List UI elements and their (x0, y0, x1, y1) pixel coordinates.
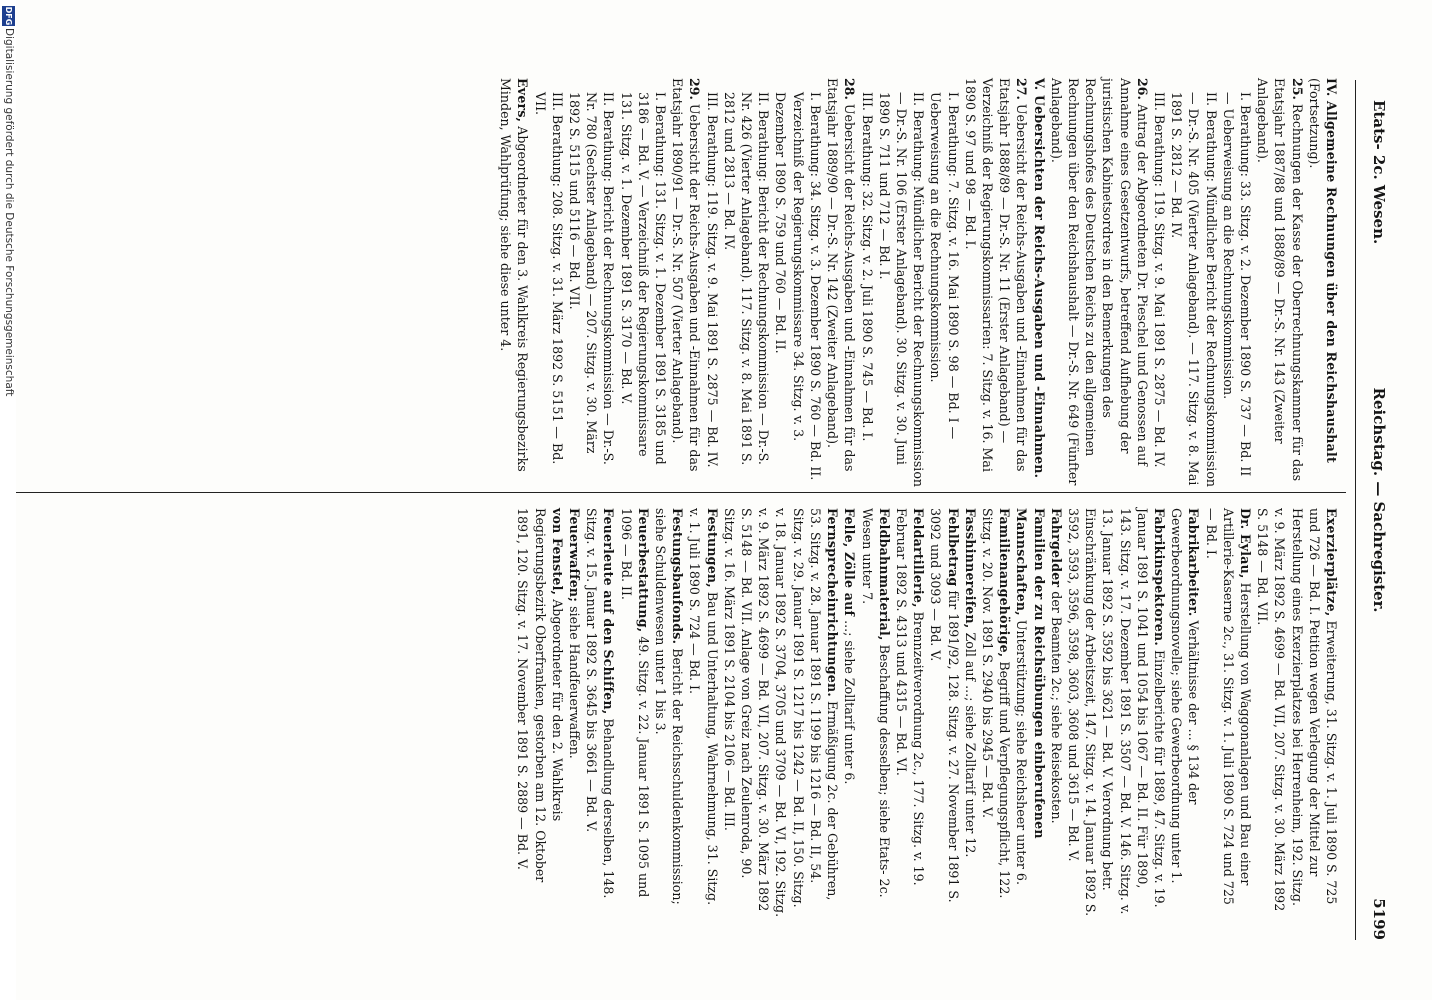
right-entry (927, 508, 961, 918)
entry-number: 27. (1014, 78, 1030, 100)
header-rule (1355, 80, 1356, 940)
left-entry (1306, 78, 1340, 488)
entry-text: Abgeordneter für den 2. Wahlkreis Regierungsbezirk Oberfranken, gestorben am 12. Oktober 1891, 120. Sitzg. v. 17. November 1891 S. 2889 — Bd. V. (515, 508, 565, 883)
entry-text: III. Berathung: 32. Sitzg. v. 2. Juli 1890 S. 745 — Bd. I. (859, 92, 875, 442)
entry-heading: Feldartillerie, (911, 508, 927, 608)
entry-text: I. Berathung: 131. Sitzg. v. 1. Dezember 1891 S. 3185 und 3186 — Bd. V. — Verzeichniß der Regierungskommissare 131. Sitzg. v. 1. Dezember 1891 S. 3170 — Bd. V. (618, 92, 669, 465)
left-entry (669, 78, 703, 488)
entry-heading: Fehlbetrag (945, 508, 961, 587)
entry-number: 25. (1289, 78, 1305, 100)
left-entry (566, 78, 618, 488)
left-entry (876, 78, 928, 488)
left-entry (721, 78, 773, 488)
right-entry (858, 508, 892, 918)
left-entry (1254, 78, 1306, 488)
entry-text: der Beamten 2c.; siehe Reisekosten. (1048, 591, 1064, 824)
left-entry (824, 78, 858, 488)
entry-text: II. Berathung: Mündlicher Bericht der Rechnungskommission — Dr.-S. Nr. 106 (Erster Anlageband). 30. Sitzg. v. 30. Juni 1890 S. 711 und 712 — Bd. I. (876, 92, 927, 488)
running-head-center: Reichstag. — Sachregister. (1370, 387, 1388, 613)
right-entry (841, 508, 858, 918)
right-entry (1048, 508, 1065, 918)
right-entry (721, 508, 841, 918)
entry-text: I. Berathung: 34. Sitzg. v. 3. Dezember 1890 S. 760 — Bd. II. Verzeichniß der Regierungskommissare 34. Sitzg. v. 3. Dezember 1890 S. 759 und 760 — Bd. II. (773, 92, 823, 481)
entry-heading: Feuerbestattung, (635, 508, 651, 633)
entry-heading: Fabrikinspektoren. (1151, 508, 1167, 646)
entry-text: II. Berathung: Mündlicher Bericht der Rechnungskommission — Dr.-S. Nr. 405 (Vierter Anlageband). — 117. Sitzg. v. 8. Mai 1891 S. 2812 — Bd. IV. (1169, 92, 1219, 488)
entry-text: siehe Handfeuerwaffen. (567, 606, 583, 759)
entry-text: Uebersicht der Reichs-Ausgaben und -Einnahmen für das Etatsjahr 1888/89 — Dr.-S. Nr. 11 (Erster Anlageband) — Verzeichniß der Regierungskommissarien: 7. Sitzg. v. 16. Mai 1890 S. 97 und 98 — Bd. I. (962, 78, 1030, 472)
left-entry (1168, 78, 1220, 488)
entry-text: Uebersicht der Reichs-Ausgaben und -Einnahmen für das Etatsjahr 1889/90 — Dr.-S. Nr. 142 (Zweiter Anlageband). (825, 78, 858, 472)
entry-number: 29. (687, 78, 703, 100)
right-entry (979, 508, 1013, 918)
left-entry (617, 78, 669, 488)
entry-heading: Familienangehörige, (997, 508, 1013, 658)
entry-heading: Evers, (515, 78, 531, 123)
entry-number: 26. (1134, 78, 1150, 100)
right-entry (1168, 508, 1202, 918)
left-entry (1220, 78, 1254, 488)
entry-text: II. Berathung: Bericht der Rechnungskommission — Dr.-S. Nr. 426 (Vierter Anlageband). 117. Sitzg. v. 8. Mai 1891 S. 2812 und 2813 — Bd. IV. (721, 92, 772, 466)
entry-text: (Fortsetzung). (1306, 78, 1322, 169)
left-entry (531, 78, 565, 488)
entry-text: Erweiterung, 31. Sitzg. v. 1. Juli 1890 S. 725 und 726 — Bd. I. Petition wegen Verlegung der Mittel zur Herstellung eines Exerzierplatzes bei Herrenheim, 192. Sitzg. v. 9. März 1892 S. 4699 — Bd. VII, 207. Sitzg. v. 30. März 1892 S. 5148 — Bd. VII. (1255, 508, 1339, 912)
entry-text: Behandlung derselben, 148. Sitzg. v. 15. Januar 1892 S. 3645 bis 3661 — Bd. V. (584, 508, 617, 899)
entry-heading: Exerzierplätze, (1324, 508, 1339, 617)
left-entry (1151, 78, 1168, 488)
entry-text: Bau und Unterhaltung, Wahrnehmung, 31. Sitzg. v. 1. Juli 1890 S. 724 — Bd. I. (687, 508, 720, 906)
right-entry (566, 508, 583, 918)
left-entry (772, 78, 824, 488)
entry-heading: Fahrgelder (1048, 508, 1064, 588)
entry-text: III. Berathung: 119. Sitzg. v. 9. Mai 1891 S. 2875 — Bd. IV. (1151, 92, 1167, 468)
right-entry (1202, 508, 1254, 918)
entry-heading: Feuerwaffen; (567, 508, 583, 603)
left-entry (497, 78, 531, 488)
dfg-logo: DFG (4, 6, 13, 26)
entry-heading: Fernsprecheinrichtungen. (825, 508, 841, 697)
right-entry (1065, 508, 1168, 918)
left-column (497, 78, 1340, 488)
entry-text: Zoll auf ...; siehe Zolltarif unter 12. (962, 632, 978, 858)
entry-text: Bericht der Reichsschuldenkommission; siehe Schuldenwesen unter 1 bis 3. (653, 508, 686, 905)
digitization-footer (0, 0, 16, 1000)
running-head-left: Etats- 2c. Wesen. (1370, 100, 1388, 245)
left-entry (858, 78, 875, 488)
entry-text: Unterstützung; siehe Reichsheer unter 6. (1014, 619, 1030, 885)
entry-text: I. Berathung: 33. Sitzg. v. 2. Dezember 1890 S. 737 — Bd. II — Ueberweisung an die Rechnungskommission. (1220, 92, 1253, 477)
left-entry (1030, 78, 1047, 488)
entry-text: Abgeordneter für den 3. Wahlkreis Regierungsbezirks Minden, Wahlprüfung; siehe diese unter 4. (498, 78, 531, 472)
entry-text: Einzelberichte für 1889, 47. Sitzg. v. 19. Januar 1891 S. 1041 und 1054 bis 1067 — Bd. II. Für 1890, 143. Sitzg. v. 17. Dezember 1891 S. 3507 — Bd. V. 146. Sitzg. v. 13. Januar 1892 S. 3592 bis 3621 — Bd. V. Verordnung betr. Einschränkung der Arbeitszeit, 147. Sitzg. v. 14. Januar 1892 S. 3592, 3593, 3596, 3598, 3603, 3608 und 3615 — Bd. V. (1065, 508, 1167, 917)
page-number: 5199 (1370, 898, 1388, 940)
entry-text: Brennzeitverordnung 2c., 177. Sitzg. v. 19. Februar 1892 S. 4313 und 4315 — Bd. VI. (893, 508, 927, 886)
entry-text: II. Berathung: Bericht der Rechnungskommission — Dr.-S. Nr. 780 (Sechster Anlageband) — 207. Sitzg. v. 30. März 1892 S. 5115 und 5116 — Bd. VII. (567, 92, 617, 465)
entry-text: ...; siehe Zolltarif unter 6. (842, 620, 858, 785)
right-entry (686, 508, 720, 918)
right-entry (514, 508, 566, 918)
entry-text: Verhältnisse der ... § 134 der Gewerbeordnungsnovelle; siehe Gewerbeordnung unter 1. (1169, 508, 1202, 884)
right-entry (652, 508, 686, 918)
entry-text: Beschaffung desselben; siehe Etats- 2c. Wesen unter 7. (859, 508, 892, 898)
right-entry (893, 508, 927, 918)
entry-heading: Dr. Eylau, (1237, 508, 1253, 579)
entry-text: 49. Sitzg. v. 22. Januar 1891 S. 1095 und 1096 — Bd. II. (618, 508, 651, 898)
entry-heading: Feldbahnmaterial, (876, 508, 892, 641)
entry-number: 28. (842, 78, 858, 100)
left-entry (927, 78, 961, 488)
entry-text: I. Berathung: 7. Sitzg. v. 16. Mai 1890 S. 98 — Bd. I — Ueberweisung an die Rechnungskommission. (928, 92, 961, 440)
entry-heading: IV. Allgemeine Rechnungen über den Reichshaushalt (1324, 78, 1339, 464)
right-entry (1254, 508, 1340, 918)
entry-text: III. Berathung: 208. Sitzg. v. 31. März 1892 S. 5151 — Bd. VII. (532, 92, 565, 465)
left-entry (962, 78, 1031, 488)
entry-heading: Familien der zu Reichsübungen einberufenen Mannschaften, (1014, 508, 1047, 839)
right-entry (1013, 508, 1047, 918)
entry-heading: Festungsbaufonds. (670, 508, 686, 645)
entry-text: Rechnungen der Kasse der Oberrechnungskammer für das Etatsjahr 1887/88 und 1888/89 — Dr.-S. Nr. 143 (Zweiter Anlageband). (1255, 78, 1305, 482)
entry-text: Herstellung von Waggonanlagen und Bau einer Artillerie-Kaserne 2c., 31. Sitzg. v. 1. Juli 1890 S. 724 und 725 — Bd. I. (1203, 508, 1253, 905)
entry-heading: von Fenstel, (549, 508, 565, 596)
entry-heading: Felle, Zölle auf (842, 508, 858, 617)
entry-text: Ermäßigung 2c. der Gebühren, 53. Sitzg. v. 28. Januar 1891 S. 1199 bis 1216 — Bd. II, 54. Sitzg. v. 29. Januar 1891 S. 1217 bis 1242 — Bd. II, 150. Sitzg. v. 18. Januar 1892 S. 3704, 3705 und 3709 — Bd. VI, 192. Sitzg. v. 9. März 1892 S. 4699 — Bd. VII, 207. Sitzg. v. 30. März 1892 S. 5148 — Bd. VII. Anlage von Greiz nach Zeulenroda, 90. Sitzg. v. 16. März 1891 S. 2104 bis 2106 — Bd. III. (721, 508, 841, 918)
entry-text: Antrag der Abgeordneten Dr. Pieschel und Genossen auf Annahme eines Gesetzentwurfs, betreffend Aufhebung der juristischen Kabinetsordres in den Bemerkungen des Rechnungshofes des Deutschen Reichs zu den allgemeinen Rechnungen über den Reichshaushalt — Dr.-S. Nr. 649 (Fünfter Anlageband). (1048, 78, 1150, 486)
entry-heading: Festungen, (704, 508, 720, 588)
right-entry (617, 508, 651, 918)
left-entry (703, 78, 720, 488)
column-divider (6, 492, 1346, 493)
entry-text: III. Berathung: 119. Sitzg. v. 9. Mai 1891 S. 2875 — Bd. IV. (704, 92, 720, 468)
entry-heading: Fabrikarbeiter. (1186, 508, 1202, 617)
entry-text: Begriff und Verpflegungspflicht, 122. Sitzg. v. 20. Nov. 1891 S. 2940 bis 2945 — Bd. V. (979, 508, 1013, 899)
entry-heading: V. Uebersichten der Reichs-Ausgaben und -Einnahmen. (1031, 78, 1047, 479)
entry-heading: Fasshinnereifen, (962, 508, 978, 629)
right-entry (962, 508, 979, 918)
right-column (514, 508, 1340, 918)
entry-text: für 1891/92, 128. Sitzg. v. 27. November 1891 S. 3092 und 3093 — Bd. V. (928, 508, 961, 903)
right-entry (583, 508, 617, 918)
entry-heading: Feuerleute auf den Schiffen, (601, 508, 617, 715)
left-entry (1048, 78, 1151, 488)
footer-credit: Digitalisierung gefördert durch die Deutsche Forschungsgemeinschaft (3, 28, 15, 397)
entry-text: Uebersicht der Reichs-Ausgaben und -Einnahmen für das Etatsjahr 1890/91 — Dr.-S. Nr. 507 (Vierter Anlageband). (670, 78, 703, 472)
